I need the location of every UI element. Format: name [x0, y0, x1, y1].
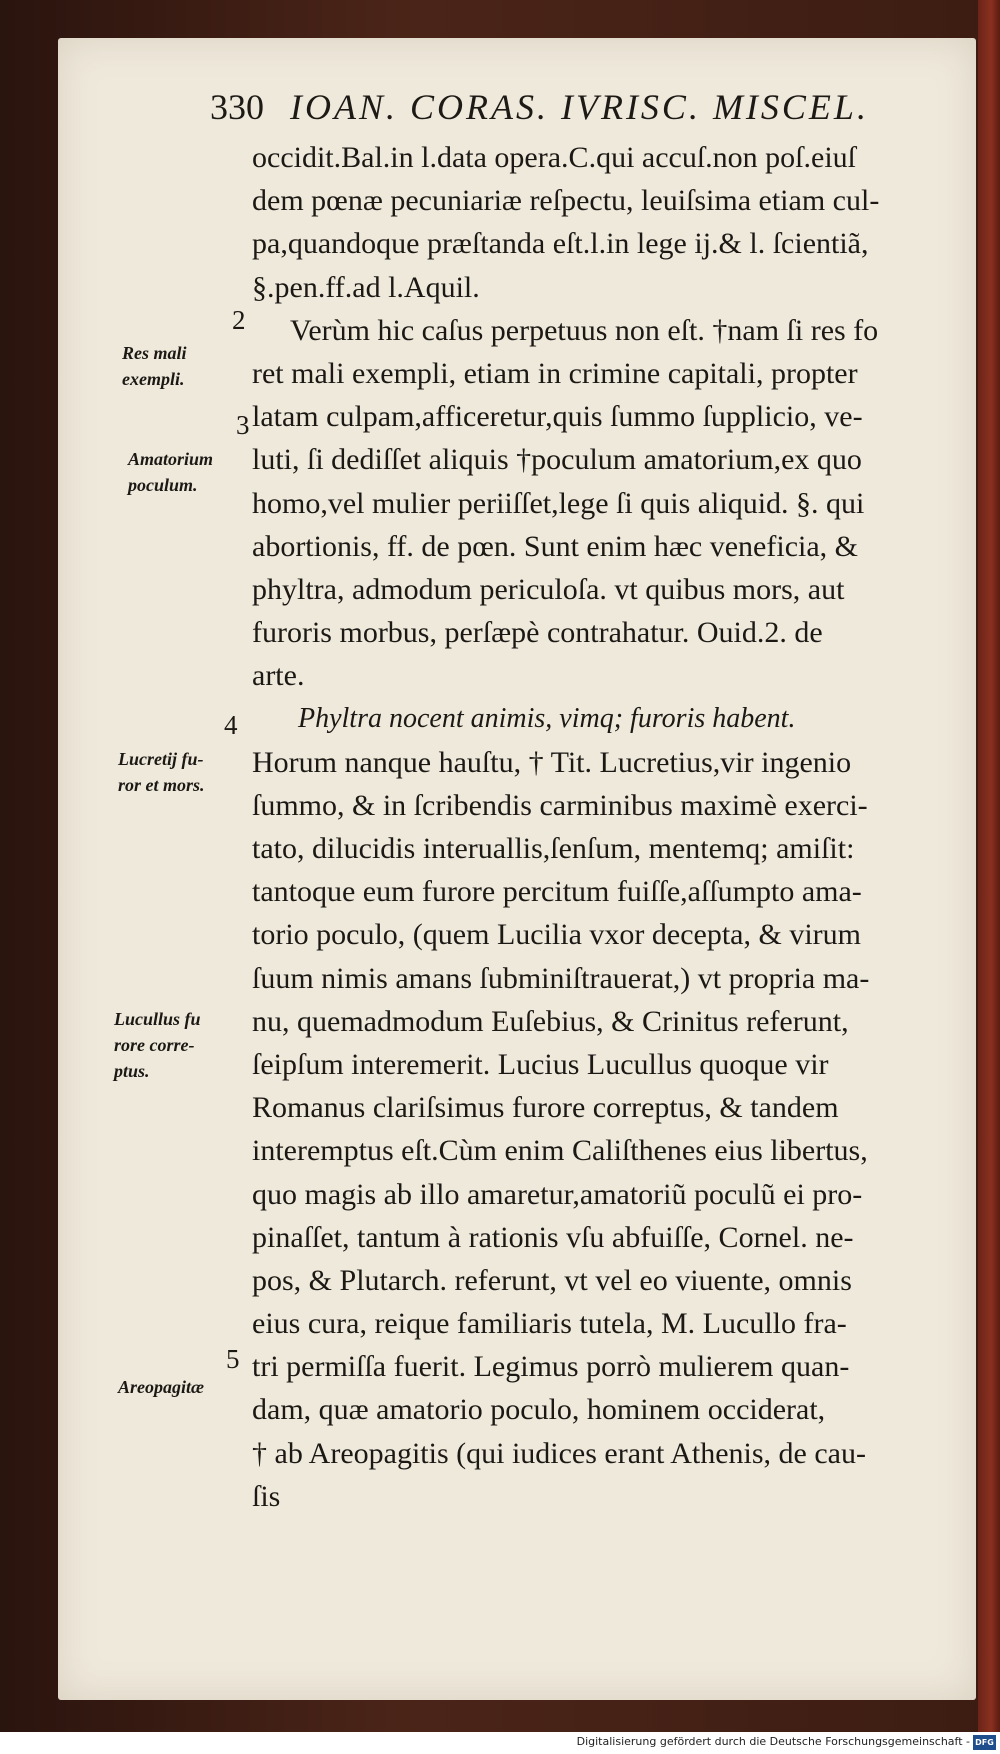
text-line: homo,vel mulier periiſſet,lege ſi quis aliquid. §. qui [252, 486, 865, 520]
text-line: quo magis ab illo amaretur,amatoriũ poculũ ei pro- [252, 1177, 863, 1211]
text-line: torio poculo, (quem Lucilia vxor decepta, & virum [252, 918, 861, 952]
text-line: Verùm hic caſus perpetuus non eſt. †nam ſi res fo [290, 313, 879, 347]
text-line: † ab Areopagitis (qui iudices erant Athenis, de cau- [252, 1436, 866, 1470]
text-line: pos, & Plutarch. referunt, vt vel eo viuente, omnis [252, 1263, 852, 1297]
text-line: tri permiſſa fuerit. Legimus porrò mulierem quan- [252, 1350, 850, 1384]
text-line: arte. [252, 659, 305, 693]
book-edge [978, 0, 1000, 1754]
text-line: eius cura, reique familiaris tutela, M. Lucullo fra- [252, 1307, 847, 1341]
dfg-logo: DFG [973, 1735, 996, 1750]
text-line: nu, quemadmodum Euſebius, & Crinitus referunt, [252, 1004, 849, 1038]
text-line: dem pœnæ pecuniariæ reſpectu, leuiſsima etiam cul- [252, 184, 880, 218]
text-line: ſummo, & in ſcribendis carminibus maximè exerci- [252, 788, 868, 822]
text-line: Horum nanque hauſtu, † Tit. Lucretius,vir ingenio [252, 745, 852, 779]
page-number: 330 [210, 87, 264, 127]
marginal-note: Lucullus fu rore corre- ptus. [114, 1009, 201, 1081]
main-text-block [252, 136, 960, 1518]
text-line: ret mali exempli, etiam in crimine capitali, propter [252, 356, 858, 390]
text-line: furoris morbus, perſæpè contrahatur. Ouid.2. de [252, 616, 823, 650]
section-number-5: 5 [226, 1344, 240, 1374]
text-line: Romanus clariſsimus furore correptus, & tandem [252, 1091, 839, 1125]
text-line: ſuum nimis amans ſubminiſtrauerat,) vt propria ma- [252, 961, 870, 995]
section-number-4: 4 [224, 710, 238, 740]
marginal-note: Lucretij fu- ror et mors. [118, 749, 205, 795]
text-line: occidit.Bal.in l.data opera.C.qui accuſ.non poſ.eiuſ [252, 141, 856, 174]
marginal-note: Areopagitæ [118, 1377, 205, 1397]
footer-bar [0, 1732, 1000, 1754]
text-line: abortionis, ff. de pœn. Sunt enim hæc veneficia, & [252, 529, 858, 563]
text-line: pinaſſet, tantum à rationis vſu abfuiſſe, Cornel. ne- [252, 1220, 854, 1254]
section-number-2: 2 [232, 305, 246, 335]
text-line: tantoque eum furore percitum fuiſſe,aſſumpto ama- [252, 875, 862, 909]
running-header [210, 86, 910, 128]
text-line: §.pen.ff.ad l.Aquil. [252, 270, 480, 304]
text-line: dam, quæ amatorio poculo, hominem occiderat, [252, 1393, 826, 1427]
text-line: pa,quandoque præſtanda eſt.l.in lege ij.& l. ſcientiã, [252, 227, 869, 261]
text-line: ſis [252, 1479, 281, 1513]
running-title: IOAN. CORAS. IVRISC. MISCEL. [290, 87, 869, 127]
text-line: interemptus eſt.Cùm enim Caliſthenes eius libertus, [252, 1134, 868, 1168]
section-number-3: 3 [236, 410, 250, 440]
text-line: ſeipſum interemerit. Lucius Lucullus quoque vir [252, 1047, 829, 1081]
marginal-note: Amatorium poculum. [128, 449, 214, 495]
text-line: latam culpam,afficeretur,quis ſummo ſupplicio, ve- [252, 400, 863, 434]
verse-quotation: Phyltra nocent animis, vimq; furoris habent. [298, 703, 796, 735]
text-line: luti, ſi dediſſet aliquis †poculum amatorium,ex quo [252, 443, 862, 477]
funding-credit: Digitalisierung gefördert durch die Deutsche Forschungsgemeinschaft - [576, 1735, 970, 1748]
text-line: phyltra, admodum periculoſa. vt quibus mors, aut [252, 572, 845, 606]
marginal-note: Res mali exempli. [122, 343, 187, 389]
text-line: tato, dilucidis interuallis,ſenſum, mentemq; amiſit: [252, 832, 855, 865]
